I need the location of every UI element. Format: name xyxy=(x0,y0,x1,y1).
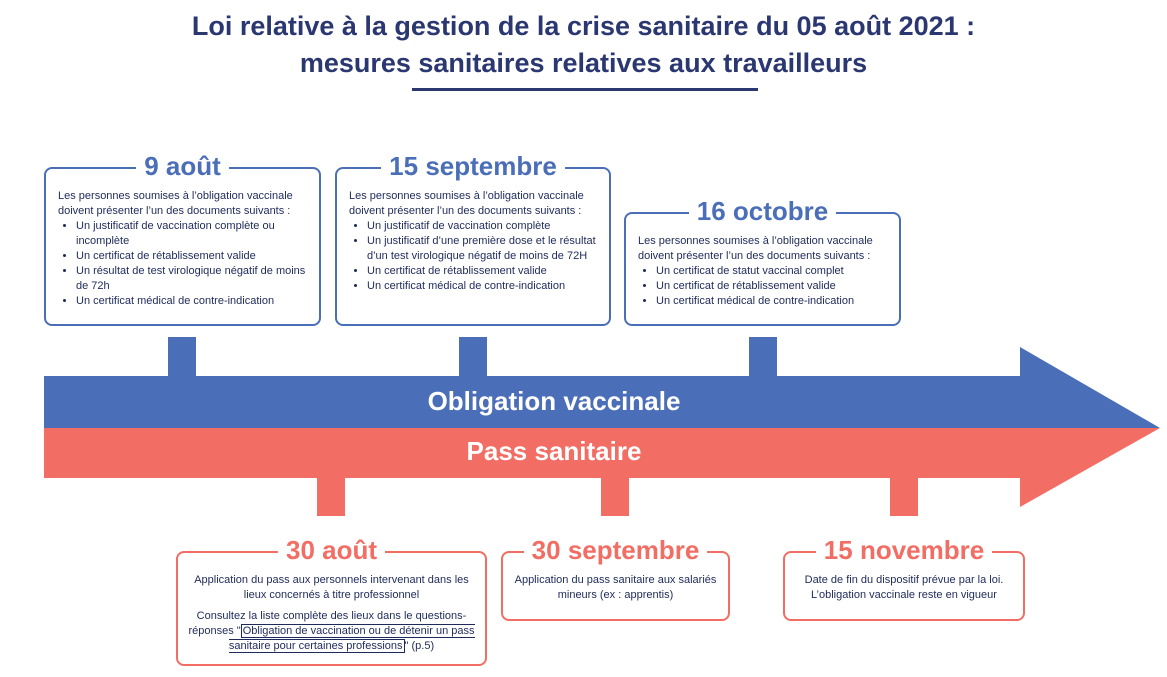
list-item: • Un justificatif de vaccination complète xyxy=(367,219,597,234)
event-date: 15 septembre xyxy=(381,147,565,185)
list-item: • Un certificat de rétablissement valide xyxy=(656,279,887,294)
pass-sanitaire-label: Pass sanitaire xyxy=(466,436,642,466)
event-intro: Les personnes soumises à l’obligation vaccinale doivent présenter l’un des documents suivants : xyxy=(58,190,293,217)
event-description: Application du pass sanitaire aux salariés mineurs (ex : apprentis) xyxy=(514,574,717,601)
event-intro: Les personnes soumises à l’obligation vaccinale doivent présenter l’un des documents suivants : xyxy=(638,235,873,262)
list-item: • Un justificatif d’une première dose et le résultat d’un test virologique négatif de moins de 72H xyxy=(367,234,597,264)
list-item: • Un certificat de rétablissement valide xyxy=(367,264,597,279)
obligation-vaccinale-label: Obligation vaccinale xyxy=(427,386,681,416)
connector-16-octobre xyxy=(749,337,777,377)
list-item: • Un certificat médical de contre-indication xyxy=(367,279,597,294)
event-note xyxy=(188,609,475,654)
document-list xyxy=(349,219,597,294)
event-card-9-aout xyxy=(44,151,321,326)
note-prefix: Consultez la liste complète des lieux dans le questions-réponses " xyxy=(188,610,467,637)
event-date: 16 octobre xyxy=(689,192,837,230)
list-item: • Un certificat médical de contre-indication xyxy=(656,294,887,309)
connector-9-aout xyxy=(168,337,196,377)
event-card-30-aout xyxy=(176,535,487,666)
event-card-16-octobre xyxy=(624,196,901,326)
connector-15-septembre xyxy=(459,337,487,377)
event-card-15-septembre xyxy=(335,151,611,326)
document-list xyxy=(638,264,887,309)
event-card-30-septembre xyxy=(501,535,730,621)
event-date: 30 septembre xyxy=(524,531,708,569)
list-item: • Un certificat médical de contre-indication xyxy=(76,294,307,309)
connector-15-novembre xyxy=(890,477,918,516)
faq-link[interactable]: Obligation de vaccination ou de détenir un pass sanitaire pour certaines professions xyxy=(228,625,475,652)
event-description: Date de fin du dispositif prévue par la loi. L’obligation vaccinale reste en vigueur xyxy=(804,574,1004,601)
event-intro: Les personnes soumises à l’obligation vaccinale doivent présenter l’un des documents suivants : xyxy=(349,190,584,217)
list-item: • Un résultat de test virologique négatif de moins de 72h xyxy=(76,264,307,294)
list-item: • Un certificat de statut vaccinal complet xyxy=(656,264,887,279)
connector-30-aout xyxy=(317,477,345,516)
event-description: Application du pass aux personnels intervenant dans les lieux concernés à titre professionnel xyxy=(194,574,469,601)
title-line-2: mesures sanitaires relatives aux travailleurs xyxy=(299,48,868,78)
event-card-15-novembre xyxy=(783,535,1025,621)
list-item: • Un certificat de rétablissement valide xyxy=(76,249,307,264)
event-date: 9 août xyxy=(136,147,229,185)
title-line-1: Loi relative à la gestion de la crise sanitaire du 05 août 2021 : xyxy=(191,11,976,41)
note-suffix: " (p.5) xyxy=(404,640,435,652)
connector-30-septembre xyxy=(601,477,629,516)
list-item: • Un justificatif de vaccination complète ou incomplète xyxy=(76,219,307,249)
document-list xyxy=(58,219,307,309)
event-date: 30 août xyxy=(278,531,385,569)
event-date: 15 novembre xyxy=(816,531,992,569)
